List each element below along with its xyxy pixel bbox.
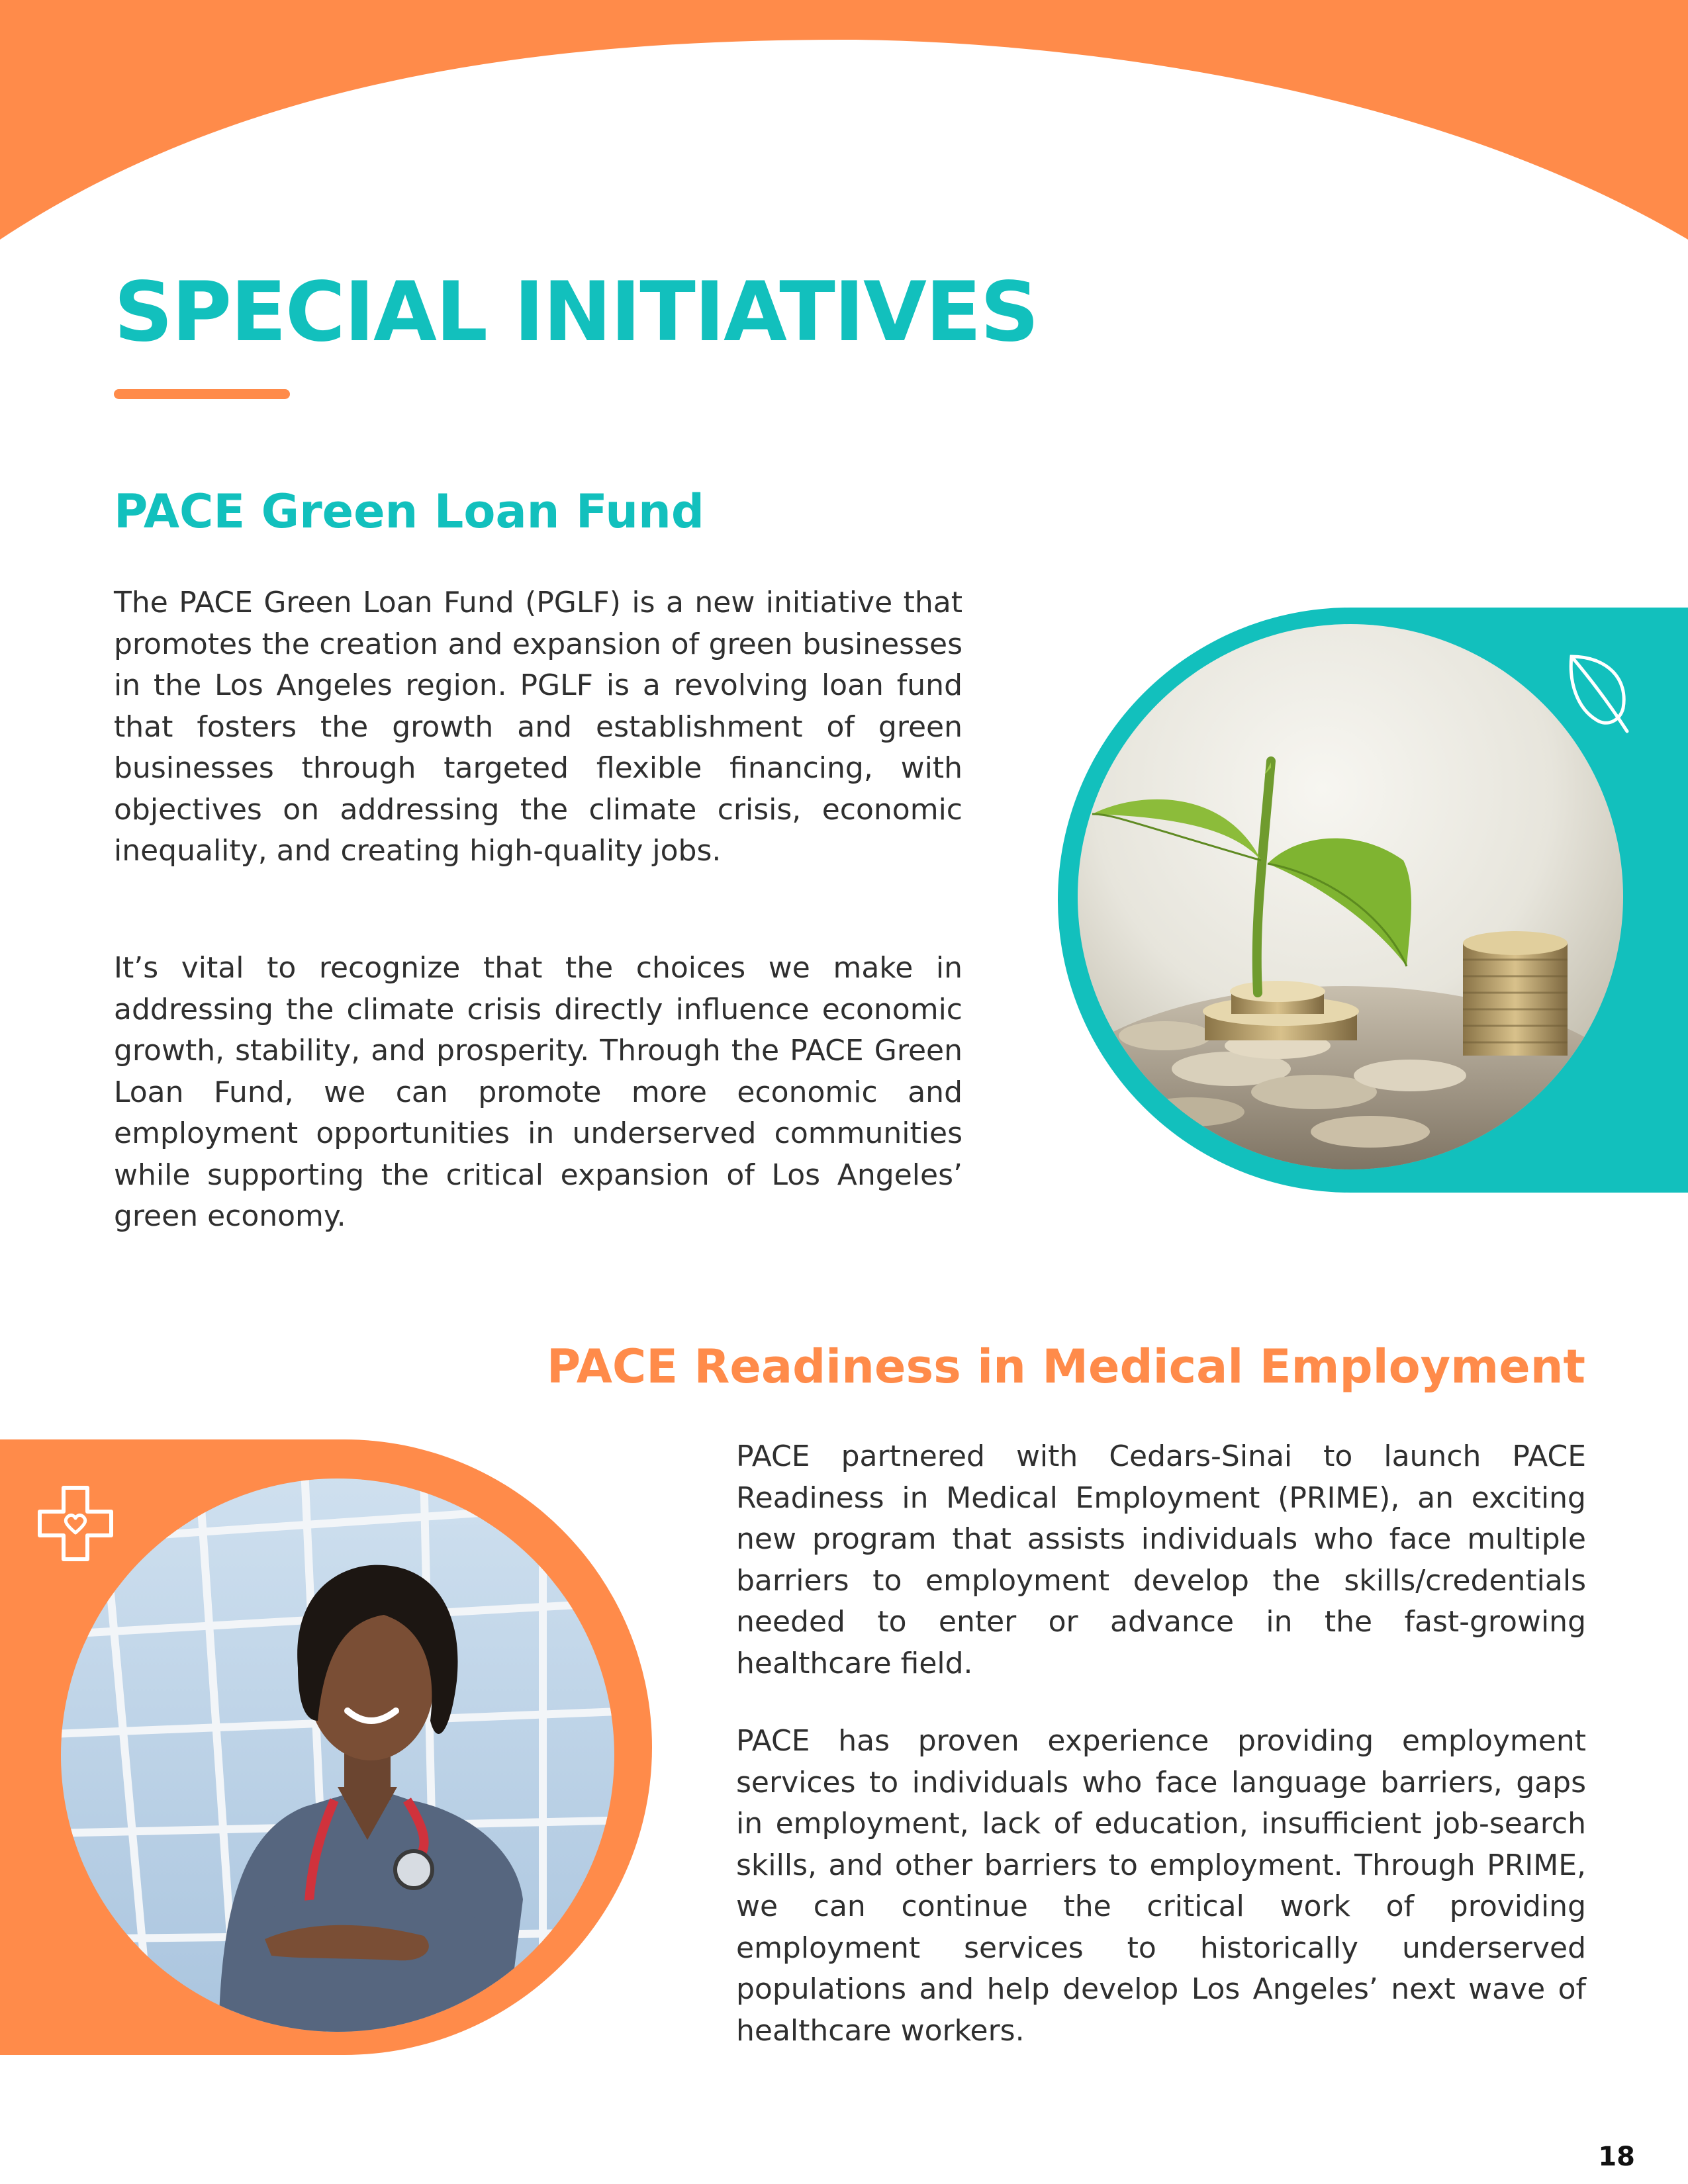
green-loan-fund-paragraph-1: The PACE Green Loan Fund (PGLF) is a new initiative that promotes the creation and expansion of green businesses in the Los Angeles region. PGLF is a revolving loan fund that fosters the growth and establishment of green businesses through targeted flexible financing, with objectives on addressing the climate crisis, economic inequality, and creating high-quality jobs. xyxy=(114,586,962,868)
section-heading-green-loan-fund: PACE Green Loan Fund xyxy=(114,484,704,539)
medical-employment-paragraph-2: PACE has proven experience providing employment services to individuals who face language barriers, gaps in employment, lack of education, insufficient job-search skills, and other barriers to employment. Through PRIME, we can continue the critical work of providing employment services to historically underserved populations and help develop Los Angeles’ next wave of healthcare workers. xyxy=(736,1724,1586,2048)
title-underline xyxy=(114,389,290,399)
green-loan-fund-paragraph-2: It’s vital to recognize that the choices we make in addressing the climate crisis directly influence economic growth, stability, and prosperity. Through the PACE Green Loan Fund, we can promote more economic and employment opportunities in underserved communities while supporting the critical expansion of Los Angeles’ green economy. xyxy=(114,951,962,1233)
section-heading-medical-employment: PACE Readiness in Medical Employment xyxy=(546,1340,1585,1394)
top-arc-decoration xyxy=(0,0,1688,251)
medical-cross-heart-icon xyxy=(34,1482,117,1565)
medical-employment-paragraph-1: PACE partnered with Cedars-Sinai to launch PACE Readiness in Medical Employment (PRIME), an exciting new program that assists individuals who face multiple barriers to employment develop the skills/credentials needed to enter or advance in the fast-growing healthcare field. xyxy=(736,1439,1586,1680)
leaf-icon xyxy=(1557,642,1636,735)
page-number: 18 xyxy=(1598,2142,1635,2172)
page-title: SPECIAL INITIATIVES xyxy=(114,265,1038,360)
